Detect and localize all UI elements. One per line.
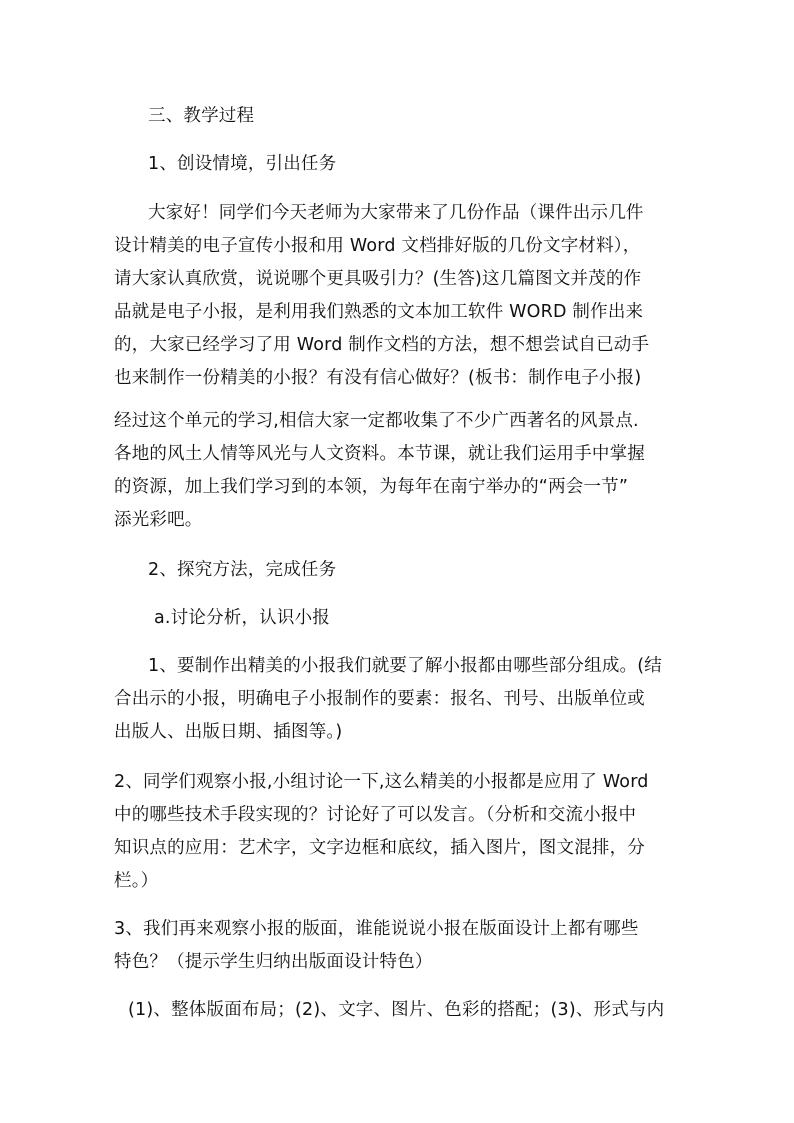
- paragraph-line: 各地的风土人情等风光与人文资料。本节课，就让我们运用手中掌握: [114, 444, 645, 464]
- paragraph-line: 的资源，加上我们学习到的本领，为每年在南宁举办的“两会一节”: [114, 477, 629, 497]
- paragraph-line: 栏。）: [114, 871, 159, 891]
- paragraph-line: 也来制作一份精美的小报？有没有信心做好？(板书：制作电子小报): [114, 368, 642, 388]
- paragraph-line: 经过这个单元的学习,相信大家一定都收集了不少广西著名的风景点.: [114, 411, 639, 431]
- paragraph-line: 添光彩吧。: [114, 510, 203, 530]
- paragraph-line: 设计精美的电子宣传小报和用 Word 文档排好版的几份文字材料），: [114, 236, 641, 256]
- paragraph-line: 的，大家已经学习了用 Word 制作文档的方法，想不想尝试自已动手: [114, 335, 650, 355]
- paragraph-line: 3、我们再来观察小报的版面，谁能说说小报在版面设计上都有哪些: [114, 919, 639, 939]
- paragraph-line: 大家好！同学们今天老师为大家带来了几份作品（课件出示几件: [148, 203, 644, 223]
- section-heading: 三、教学过程: [148, 106, 255, 126]
- paragraph-line: 请大家认真欣赏，说说哪个更具吸引力？(生答)这几篇图文并茂的作: [114, 269, 642, 289]
- subsection-heading: 2、探究方法，完成任务: [148, 560, 337, 580]
- paragraph-line: (1)、整体版面布局；(2)、文字、图片、色彩的搭配；(3)、形式与内: [128, 1000, 665, 1020]
- paragraph-line: 中的哪些技术手段实现的？讨论好了可以发言。（分析和交流小报中: [114, 805, 637, 825]
- paragraph-line: 特色？（提示学生归纳出版面设计特色）: [114, 952, 433, 972]
- paragraph-line: 1、要制作出精美的小报我们就要了解小报都由哪些部分组成。(结: [148, 656, 662, 676]
- paragraph-line: 品就是电子小报，是利用我们熟悉的文本加工软件 WORD 制作出来: [114, 302, 644, 322]
- sub-item-heading: a.讨论分析，认识小报: [154, 608, 330, 628]
- subsection-heading: 1、创设情境，引出任务: [148, 154, 337, 174]
- paragraph-line: 2、同学们观察小报,小组讨论一下,这么精美的小报都是应用了 Word: [114, 772, 649, 792]
- paragraph-line: 合出示的小报，明确电子小报制作的要素：报名、刊号、出版单位或: [114, 689, 645, 709]
- paragraph-line: 知识点的应用：艺术字，文字边框和底纹，插入图片，图文混排，分: [114, 838, 645, 858]
- paragraph-line: 出版人、出版日期、插图等。): [114, 722, 343, 742]
